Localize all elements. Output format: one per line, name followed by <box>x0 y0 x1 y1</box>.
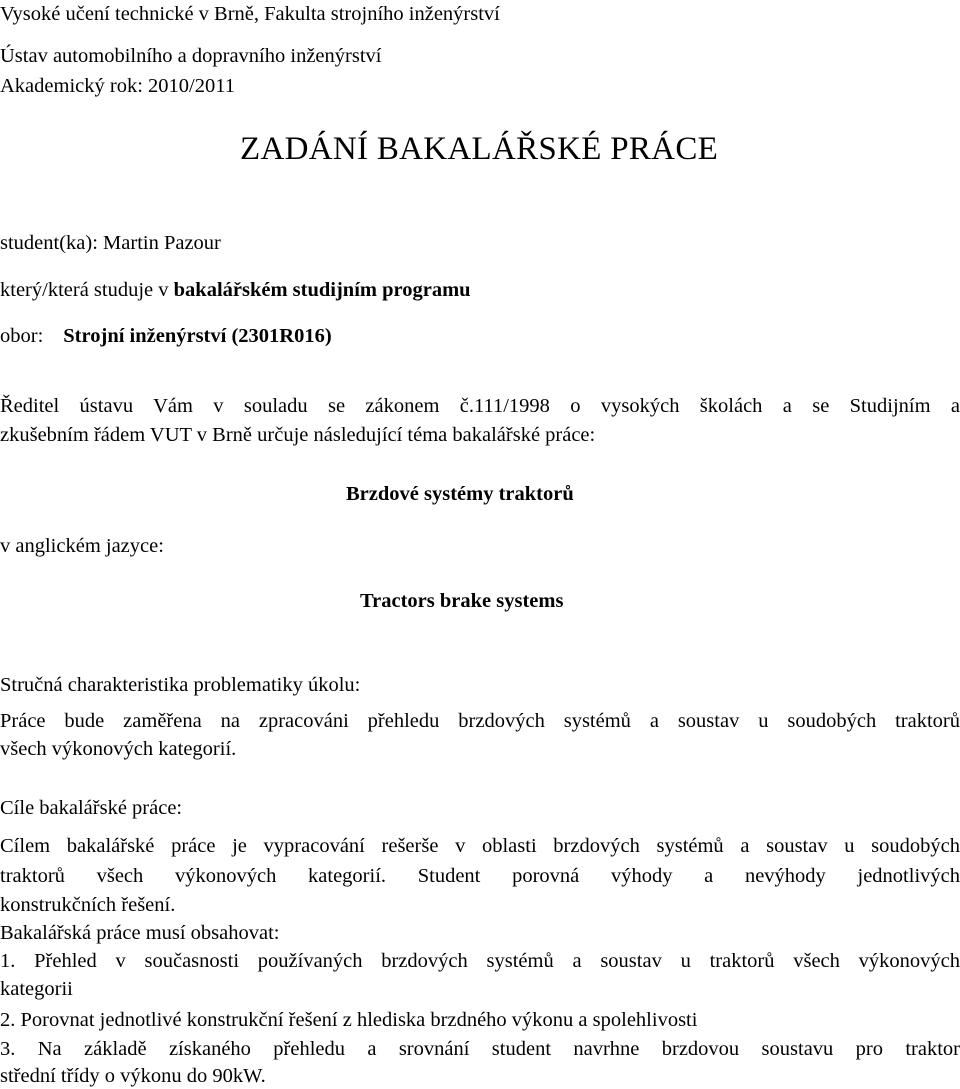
study-program-line <box>0 278 471 303</box>
goal-item-1-line-1: 1. Přehled v současnosti používaných brzdových systémů a soustav u traktorů všech výkonových <box>0 950 960 972</box>
study-program: bakalářském studijním programu <box>173 279 471 301</box>
goal-item-3-line-1: 3. Na základě získaného přehledu a srovnání student navrhne brzdovou soustavu pro traktor <box>0 1038 960 1060</box>
study-field-line <box>0 324 332 349</box>
must-contain-heading: Bakalářská práce musí obsahovat: <box>0 922 280 944</box>
characteristics-heading: Stručná charakteristika problematiky úkolu: <box>0 674 361 696</box>
goal-item-3-line-2: střední třídy o výkonu do 90kW. <box>0 1065 266 1087</box>
thesis-topic-english: Tractors brake systems <box>360 590 564 612</box>
page-title: ZADÁNÍ BAKALÁŘSKÉ PRÁCE <box>240 131 719 167</box>
english-label: v anglickém jazyce: <box>0 535 164 557</box>
goal-item-1-line-2: kategorii <box>0 978 73 1000</box>
study-program-prefix: který/která studuje v <box>0 279 174 301</box>
academic-year: Akademický rok: 2010/2011 <box>0 75 235 97</box>
student-name: student(ka): Martin Pazour <box>0 232 221 254</box>
goals-line-2: traktorů všech výkonových kategorií. Student porovná výhody a nevýhody jednotlivých <box>0 865 960 887</box>
intro-line-1: Ředitel ústavu Vám v souladu se zákonem č.111/1998 o vysokých školách a se Studijním a <box>0 395 960 417</box>
goals-line-3: konstrukčních řešení. <box>0 894 176 916</box>
thesis-topic-czech: Brzdové systémy traktorů <box>346 483 574 505</box>
university-header: Vysoké učení technické v Brně, Fakulta strojního inženýrství <box>0 3 500 25</box>
goal-item-2: 2. Porovnat jednotlivé konstrukční řešení z hlediska brzdného výkonu a spolehlivosti <box>0 1009 698 1031</box>
institute-name: Ústav automobilního a dopravního inženýrství <box>0 45 382 67</box>
study-field: Strojní inženýrství (2301R016) <box>63 325 332 347</box>
characteristics-line-1: Práce bude zaměřena na zpracováni přehledu brzdových systémů a soustav u soudobých traktorů <box>0 710 960 732</box>
study-field-label: obor: <box>0 325 44 347</box>
intro-line-2: zkušebním řádem VUT v Brně určuje následující téma bakalářské práce: <box>0 424 596 446</box>
goals-line-1: Cílem bakalářské práce je vypracování rešerše v oblasti brzdových systémů a soustav u soudobých <box>0 835 960 857</box>
characteristics-line-2: všech výkonových kategorií. <box>0 738 237 760</box>
goals-heading: Cíle bakalářské práce: <box>0 797 183 819</box>
